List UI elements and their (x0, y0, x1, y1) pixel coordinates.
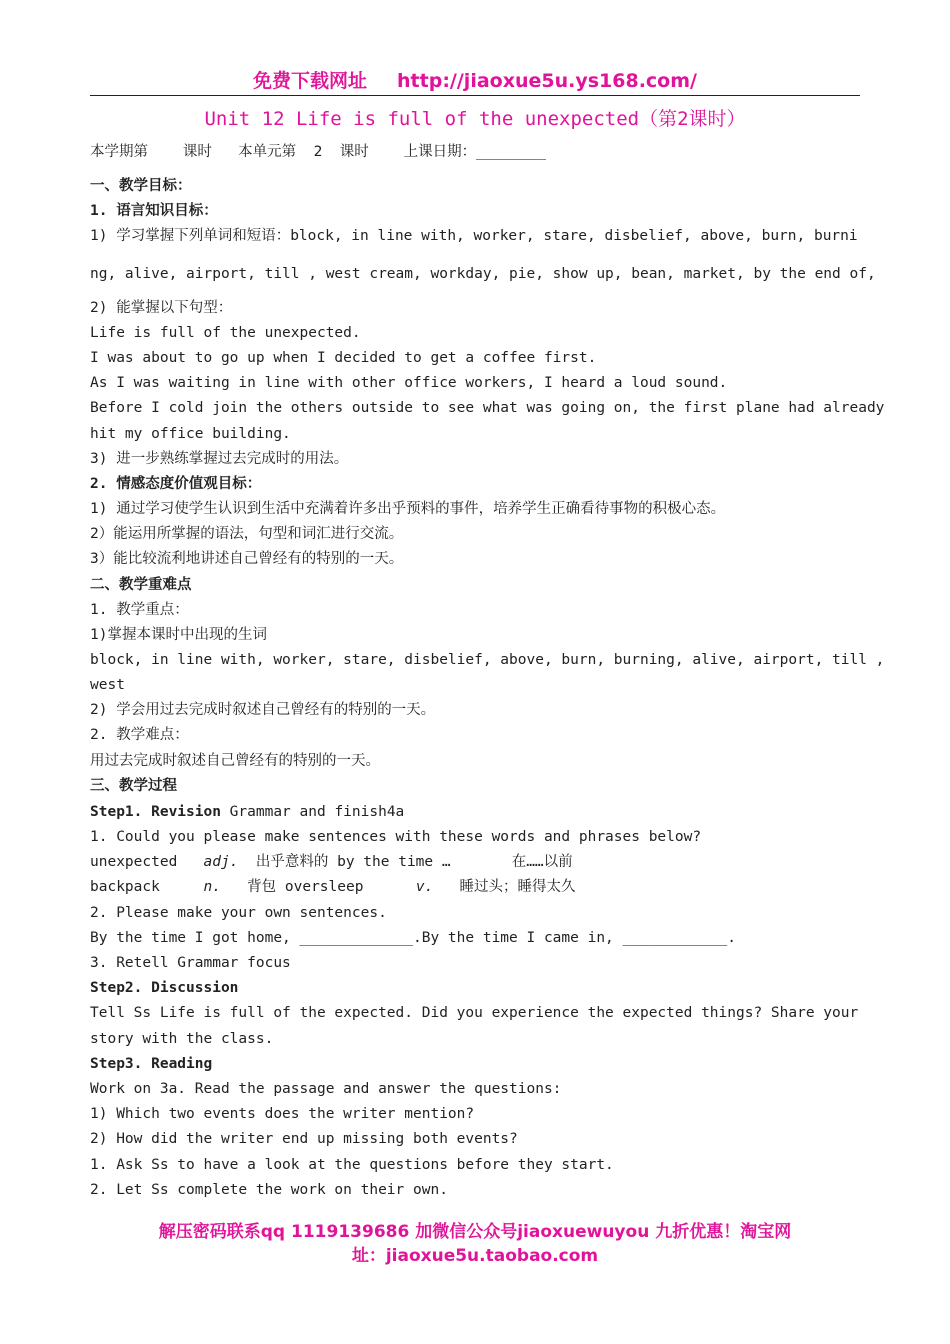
text-line: As I was waiting in line with other office workers, I heard a loud sound. (90, 375, 728, 391)
text-line: block, in line with, worker, stare, disbelief, above, burn, burning, alive, airport, till , (90, 652, 885, 668)
vocab-line (90, 852, 573, 872)
text-line: west (90, 677, 125, 693)
text-line: 2) 能掌握以下句型： (90, 300, 233, 316)
text-line: 用过去完成时叙述自己曾经有的特别的一天。 (90, 753, 380, 769)
subsection-heading: 1. 语言知识目标： (90, 203, 218, 219)
site-url-link[interactable]: http://jiaoxue5u.ys168.com/ (397, 70, 697, 92)
text-line: 3. Retell Grammar focus (90, 955, 291, 971)
vocab-line (90, 877, 576, 897)
text-line: Tell Ss Life is full of the expected. Did you experience the expected things? Share your (90, 1005, 859, 1021)
text-line: 2）能运用所掌握的语法，句型和词汇进行交流。 (90, 526, 404, 542)
text-line: 1) 通过学习使学生认识到生活中充满着许多出乎预料的事件，培养学生正确看待事物的积极心态。 (90, 501, 726, 517)
part-of-speech: adj. (203, 854, 239, 870)
text-line: 1. 教学重点： (90, 602, 189, 618)
text-line: ng, alive, airport, till , west cream, workday, pie, show up, bean, market, by the end of, (90, 266, 876, 282)
subsection-heading: 2. 情感态度价值观目标： (90, 476, 262, 492)
section-heading: 一、教学目标： (90, 178, 192, 194)
vocab-word: backpack (90, 879, 204, 895)
part-of-speech: v. (415, 879, 434, 895)
footer-contact-line: 解压密码联系qq 1119139686 加微信公众号jiaoxuewuyou 九折优惠！淘宝网 (158, 1222, 792, 1242)
text-line: 1. Could you please make sentences with these words and phrases below? (90, 829, 702, 845)
text-line: 2. Let Ss complete the work on their own. (90, 1182, 448, 1198)
step-text: Grammar and finish4a (220, 804, 405, 820)
page-footer (90, 1220, 860, 1268)
text-line: 1. Ask Ss to have a look at the questions before they start. (90, 1157, 614, 1173)
text-line: Work on 3a. Read the passage and answer the questions: (90, 1081, 562, 1097)
text-line: Life is full of the unexpected. (90, 325, 361, 341)
vocab-word: unexpected (90, 854, 204, 870)
text-line: Before I cold join the others outside to see what was going on, the first plane had already (90, 400, 885, 416)
section-heading: 三、教学过程 (90, 778, 177, 794)
text-line: 2. 教学难点： (90, 727, 189, 743)
vocab-meaning: 背包 oversleep (220, 879, 416, 895)
vocab-meaning: 睡过头；睡得太久 (433, 879, 576, 895)
section-heading: 二、教学重难点 (90, 577, 192, 593)
text-line: story with the class. (90, 1031, 274, 1047)
text-line: 3) 进一步熟练掌握过去完成时的用法。 (90, 451, 349, 467)
part-of-speech: n. (203, 879, 221, 895)
fill-blank-line: By the time I got home, _____________.By the time I came in, ____________. (90, 930, 737, 946)
text-line: 2) How did the writer end up missing both events? (90, 1131, 518, 1147)
vocab-meaning: 出乎意料的 by the time … 在……以前 (238, 854, 573, 870)
lesson-meta-line: 本学期第 课时 本单元第 2 课时 上课日期：________ (90, 144, 547, 160)
document-title: Unit 12 Life is full of the unexpected（第2课时） (204, 108, 746, 130)
text-line: 3）能比较流利地讲述自己曾经有的特别的一天。 (90, 551, 404, 567)
text-line: 1)掌握本课时中出现的生词 (90, 627, 267, 643)
text-line: 2) 学会用过去完成时叙述自己曾经有的特别的一天。 (90, 702, 436, 718)
page-header (90, 66, 860, 93)
footer-shop-link[interactable]: 址：jiaoxue5u.taobao.com (351, 1246, 599, 1266)
step-label: Step1. Revision (90, 804, 221, 820)
text-line: 2. Please make your own sentences. (90, 905, 387, 921)
header-divider (90, 95, 860, 96)
step-heading: Step2. Discussion (90, 980, 239, 996)
step-heading: Step3. Reading (90, 1056, 213, 1072)
text-line: I was about to go up when I decided to get a coffee first. (90, 350, 597, 366)
text-line: 1) 学习掌握下列单词和短语：block, in line with, worker, stare, disbelief, above, burn, burni (90, 228, 858, 244)
text-line: 1) Which two events does the writer mention? (90, 1106, 475, 1122)
site-label: 免费下载网址 (253, 70, 368, 92)
step-heading (90, 802, 404, 822)
text-line: hit my office building. (90, 426, 291, 442)
